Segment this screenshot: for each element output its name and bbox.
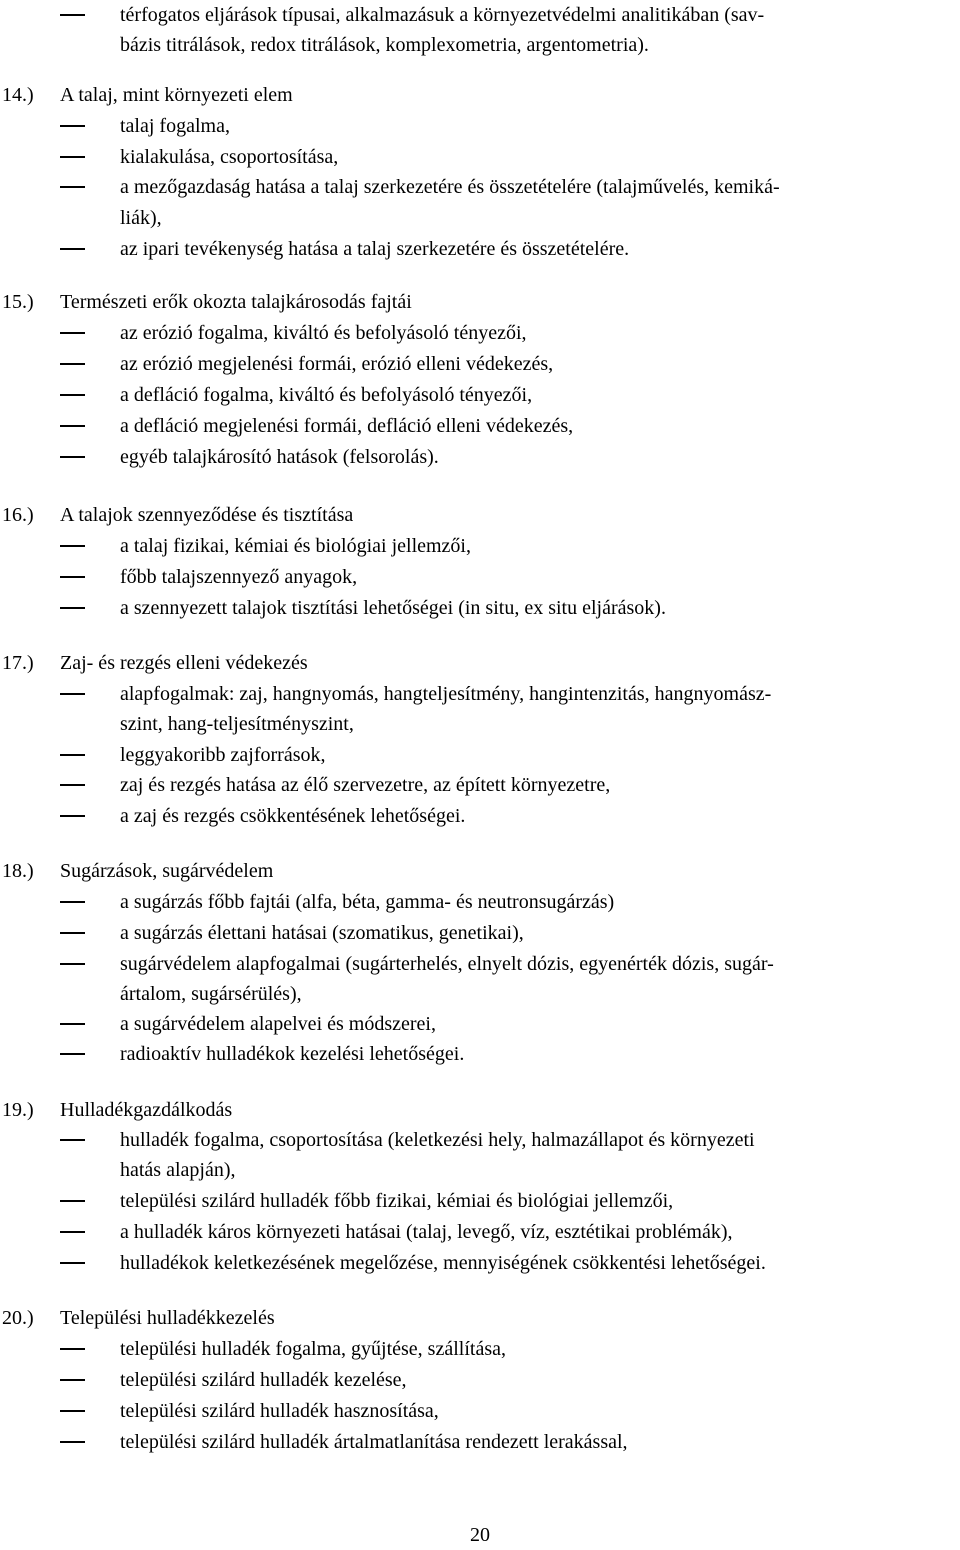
section-number: 20.)	[2, 1307, 34, 1329]
dash-bullet-icon	[60, 456, 85, 458]
dash-bullet-icon	[60, 754, 85, 756]
section-number: 19.)	[2, 1099, 34, 1121]
dash-bullet-icon	[60, 693, 85, 695]
section-title: Zaj- és rezgés elleni védekezés	[60, 652, 308, 674]
dash-bullet-icon	[60, 1139, 85, 1141]
dash-bullet-icon	[60, 1023, 85, 1025]
section-title: Természeti erők okozta talajkárosodás fajtái	[60, 291, 412, 313]
dash-bullet-icon	[60, 932, 85, 934]
dash-bullet-icon	[60, 1379, 85, 1381]
dash-bullet-icon	[60, 1053, 85, 1055]
dash-bullet-icon	[60, 1441, 85, 1443]
document-page: térfogatos eljárások típusai, alkalmazásuk a környezetvédelmi analitikában (sav- bázis titrálások, redox titrálások, komplexometria, argentometria). 14.) A talaj, mint környezeti elem talaj fogalma, kialakulása, csoportosítása, a mezőgazdaság hatása a talaj szerkezetére és összetételére (talajművelés, kemiká- liák), az ipari tevékenység hatása a talaj szerkezetére és összetételére. 15.) Természeti erők okozta talajkárosodás fajtái az erózió fogalma, kiváltó és befolyásoló tényezői, az erózió megjelenési formái, erózió elleni védekezés, a defláció fogalma, kiváltó és befolyásoló tényezői, a defláció megjelenési formái, defláció elleni védekezés, egyéb talajkárosító hatások (felsorolás). 16.) A talajok szennyeződése és tisztítása a talaj fizikai, kémiai és biológiai jellemzői, főbb talajszennyező anyagok, a szennyezett talajok tisztítási lehetőségei (in situ, ex situ eljárások). 17.) Zaj- és rezgés elleni védekezés alapfogalmak: zaj, hangnyomás, hangteljesítmény, hangintenzitás, hangnyomász- szint, hang-teljesítményszint, leggyakoribb zajforrások, zaj és rezgés hatása az élő szervezetre, az épített környezetre, a zaj és rezgés csökkentésének lehetőségei. 18.) Sugárzások, sugárvédelem a sugárzás főbb fajtái (alfa, béta, gamma- és neutronsugárzás) a sugárzás élettani hatásai (szomatikus, genetikai), sugárvédelem alapfogalmai (sugárterhelés, elnyelt dózis, egyenérték dózis, sugár- ártalom, sugársérülés), a sugárvédelem alapelvei és módszerei, radioaktív hulladékok kezelési lehetőségei. 19.) Hulladékgazdálkodás hulladék fogalma, csoportosítása (keletkezési hely, halmazállapot és környezeti hatás alapján), települési szilárd hulladék főbb fizikai, kémiai és biológiai jellemzői, a hulladék káros környezeti hatásai (talaj, levegő, víz, esztétikai problémák), hulladékok keletkezésének megelőzése, mennyiségének csökkentési lehetőségei. 20.) Települési hulladékkezelés települési hulladék fogalma, gyűjtése, szállítása, települési szilárd hulladék kezelése, települési szilárd hulladék hasznosítása, települési szilárd hulladék ártalmatlanítása rendezett lerakással, 20	[0, 0, 960, 1550]
dash-bullet-icon	[60, 186, 85, 188]
dash-bullet-icon	[60, 576, 85, 578]
dash-bullet-icon	[60, 1262, 85, 1264]
section-number: 14.)	[2, 84, 34, 106]
dash-bullet-icon	[60, 1231, 85, 1233]
dash-bullet-icon	[60, 425, 85, 427]
dash-bullet-icon	[60, 901, 85, 903]
dash-bullet-icon	[60, 125, 85, 127]
dash-bullet-icon	[60, 332, 85, 334]
dash-bullet-icon	[60, 784, 85, 786]
dash-bullet-icon	[60, 1200, 85, 1202]
section-number: 17.)	[2, 652, 34, 674]
page-number: 20	[470, 1524, 490, 1546]
dash-bullet-icon	[60, 394, 85, 396]
dash-bullet-icon	[60, 14, 85, 16]
section-title: Hulladékgazdálkodás	[60, 1099, 233, 1121]
section-number: 15.)	[2, 291, 34, 313]
dash-bullet-icon	[60, 545, 85, 547]
dash-bullet-icon	[60, 815, 85, 817]
dash-bullet-icon	[60, 1348, 85, 1350]
dash-bullet-icon	[60, 156, 85, 158]
dash-bullet-icon	[60, 363, 85, 365]
section-title: A talaj, mint környezeti elem	[60, 84, 293, 106]
dash-bullet-icon	[60, 248, 85, 250]
section-number: 18.)	[2, 860, 34, 882]
section-title: A talajok szennyeződése és tisztítása	[60, 504, 354, 526]
section-number: 16.)	[2, 504, 34, 526]
dash-bullet-icon	[60, 1410, 85, 1412]
section-title: Sugárzások, sugárvédelem	[60, 860, 274, 882]
section-title: Települési hulladékkezelés	[60, 1307, 275, 1329]
dash-bullet-icon	[60, 607, 85, 609]
dash-bullet-icon	[60, 963, 85, 965]
